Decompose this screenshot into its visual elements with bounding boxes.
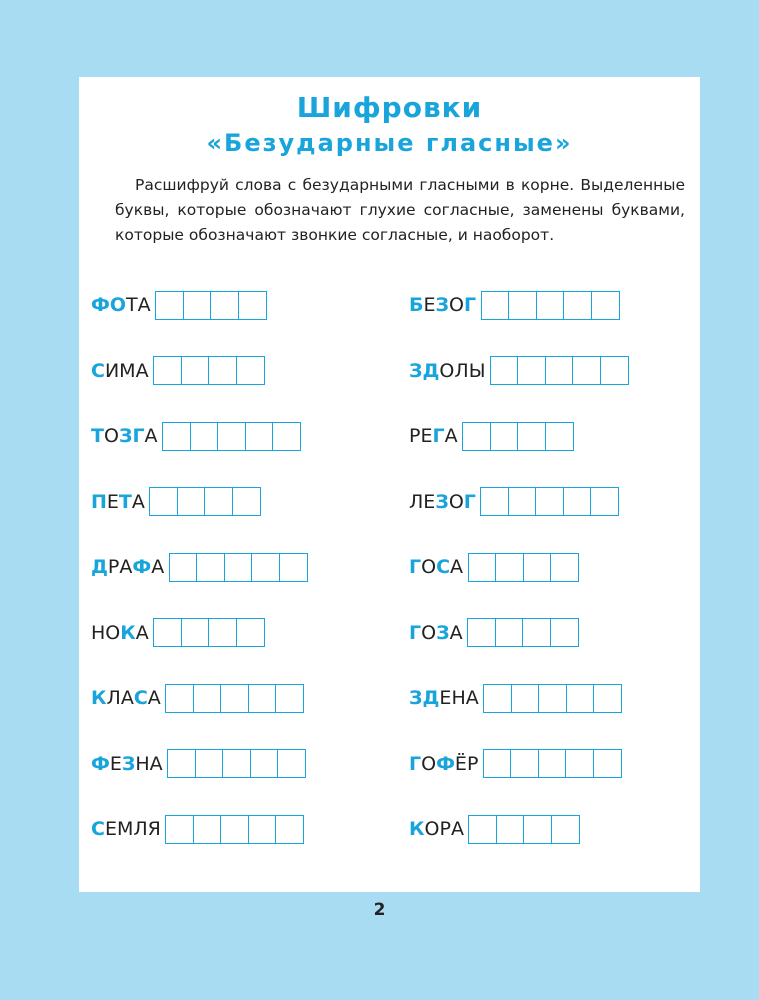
answer-box[interactable] bbox=[483, 684, 512, 713]
answer-box[interactable] bbox=[190, 422, 219, 451]
answer-box[interactable] bbox=[545, 356, 574, 385]
answer-box[interactable] bbox=[490, 422, 519, 451]
letter: Я bbox=[147, 818, 161, 840]
coded-word bbox=[91, 552, 308, 582]
answer-box[interactable] bbox=[232, 487, 261, 516]
letter: А bbox=[149, 752, 163, 775]
letter: А bbox=[144, 425, 158, 447]
coded-word bbox=[409, 487, 619, 517]
answer-box[interactable] bbox=[195, 749, 224, 778]
answer-boxes bbox=[464, 422, 574, 451]
answer-box[interactable] bbox=[523, 553, 552, 582]
answer-box[interactable] bbox=[169, 553, 198, 582]
answer-box[interactable] bbox=[236, 356, 265, 385]
letter: О bbox=[439, 359, 455, 382]
answer-box[interactable] bbox=[545, 422, 574, 451]
highlighted-letter: Г bbox=[132, 425, 145, 447]
highlighted-letter: С bbox=[133, 687, 148, 709]
answer-box[interactable] bbox=[523, 815, 552, 844]
answer-box[interactable] bbox=[165, 684, 194, 713]
highlighted-letter: О bbox=[109, 294, 126, 316]
answer-box[interactable] bbox=[538, 749, 567, 778]
letter: О bbox=[103, 425, 119, 447]
answer-box[interactable] bbox=[483, 749, 512, 778]
letter: Ы bbox=[468, 359, 486, 382]
answer-boxes bbox=[482, 487, 620, 516]
highlighted-letter: К bbox=[409, 818, 425, 840]
answer-box[interactable] bbox=[468, 815, 497, 844]
answer-boxes bbox=[151, 487, 261, 516]
letter: Е bbox=[420, 425, 433, 447]
letter: А bbox=[147, 687, 161, 709]
answer-boxes bbox=[170, 553, 308, 582]
highlighted-letter: С bbox=[91, 818, 105, 840]
answer-box[interactable] bbox=[208, 356, 237, 385]
letter: А bbox=[465, 687, 479, 709]
page-number: 2 bbox=[373, 900, 386, 920]
highlighted-letter: Ф bbox=[436, 752, 455, 775]
answer-box[interactable] bbox=[210, 291, 239, 320]
answer-box[interactable] bbox=[193, 684, 222, 713]
coded-word bbox=[91, 749, 306, 779]
answer-box[interactable] bbox=[572, 356, 601, 385]
highlighted-letter: С bbox=[91, 359, 105, 382]
answer-box[interactable] bbox=[522, 618, 551, 647]
letter: Р bbox=[466, 752, 479, 775]
answer-box[interactable] bbox=[565, 749, 594, 778]
answer-box[interactable] bbox=[563, 487, 592, 516]
answer-boxes bbox=[469, 553, 579, 582]
answer-box[interactable] bbox=[508, 291, 537, 320]
answer-box[interactable] bbox=[566, 684, 595, 713]
answer-box[interactable] bbox=[593, 749, 622, 778]
coded-word bbox=[91, 356, 265, 386]
answer-box[interactable] bbox=[508, 487, 537, 516]
answer-boxes bbox=[485, 684, 623, 713]
answer-box[interactable] bbox=[155, 291, 184, 320]
answer-box[interactable] bbox=[238, 291, 267, 320]
answer-box[interactable] bbox=[162, 422, 191, 451]
answer-boxes bbox=[155, 618, 265, 647]
letter: Л bbox=[454, 359, 469, 382]
answer-box[interactable] bbox=[248, 684, 277, 713]
answer-box[interactable] bbox=[177, 487, 206, 516]
answer-box[interactable] bbox=[511, 684, 540, 713]
answer-boxes bbox=[155, 356, 265, 385]
highlighted-letter: Г bbox=[409, 556, 422, 578]
answer-boxes bbox=[157, 291, 267, 320]
highlighted-letter: Г bbox=[409, 752, 422, 775]
letter: О bbox=[424, 818, 440, 840]
answer-box[interactable] bbox=[204, 487, 233, 516]
letter: Т bbox=[126, 294, 138, 316]
highlighted-letter: Г bbox=[463, 490, 476, 513]
answer-box[interactable] bbox=[251, 553, 280, 582]
answer-boxes bbox=[167, 815, 305, 844]
coded-word bbox=[409, 290, 620, 320]
answer-box[interactable] bbox=[275, 815, 304, 844]
coded-word bbox=[91, 618, 265, 648]
answer-box[interactable] bbox=[495, 618, 524, 647]
highlighted-letter: Д bbox=[91, 556, 108, 578]
coded-word bbox=[409, 552, 579, 582]
letter: Л bbox=[133, 818, 148, 840]
answer-box[interactable] bbox=[279, 553, 308, 582]
answer-box[interactable] bbox=[563, 291, 592, 320]
coded-word bbox=[91, 421, 301, 451]
letter: Е bbox=[423, 490, 436, 513]
answer-box[interactable] bbox=[590, 487, 619, 516]
letter: А bbox=[151, 556, 165, 578]
letter: Р bbox=[439, 818, 451, 840]
answer-box[interactable] bbox=[538, 684, 567, 713]
highlighted-letter: Г bbox=[409, 621, 422, 644]
instructions-text: Расшифруй слова с безударными гласными в корне. Выделенные буквы, которые обозначают глухие согласные, заменены буквами, которые обозначают звонкие согласные, и наоборот. bbox=[115, 176, 685, 244]
answer-box[interactable] bbox=[236, 618, 265, 647]
letter: Е bbox=[109, 752, 122, 775]
answer-box[interactable] bbox=[550, 553, 579, 582]
answer-box[interactable] bbox=[591, 291, 620, 320]
coded-word bbox=[409, 618, 579, 648]
letter: О bbox=[449, 294, 464, 316]
highlighted-letter: Ф bbox=[91, 752, 110, 775]
coded-word bbox=[409, 749, 622, 779]
answer-box[interactable] bbox=[181, 618, 210, 647]
letter: М bbox=[116, 818, 134, 840]
answer-boxes bbox=[469, 618, 579, 647]
answer-box[interactable] bbox=[480, 487, 509, 516]
letter: А bbox=[449, 621, 463, 644]
worksheet-page bbox=[79, 77, 700, 892]
answer-box[interactable] bbox=[153, 356, 182, 385]
highlighted-letter: Ф bbox=[132, 556, 152, 578]
letter: Е bbox=[104, 818, 117, 840]
highlighted-letter: З bbox=[409, 687, 423, 709]
letter: Е bbox=[439, 687, 452, 709]
answer-boxes bbox=[167, 684, 305, 713]
answer-box[interactable] bbox=[490, 356, 519, 385]
answer-box[interactable] bbox=[517, 356, 546, 385]
letter: А bbox=[135, 621, 149, 644]
page-title: Шифровки bbox=[296, 91, 483, 124]
highlighted-letter: С bbox=[436, 556, 451, 578]
page-subtitle: «Безударные гласные» bbox=[206, 129, 573, 157]
answer-box[interactable] bbox=[593, 684, 622, 713]
highlighted-letter: Д bbox=[422, 359, 440, 382]
answer-boxes bbox=[470, 815, 580, 844]
answer-boxes bbox=[491, 356, 629, 385]
letter: А bbox=[137, 294, 151, 316]
letter: Р bbox=[107, 556, 120, 578]
highlighted-letter: З bbox=[121, 752, 136, 775]
letter: Ё bbox=[454, 752, 467, 775]
answer-box[interactable] bbox=[181, 356, 210, 385]
highlighted-letter: З bbox=[435, 294, 449, 316]
letter: И bbox=[104, 359, 120, 382]
coded-word bbox=[409, 356, 629, 386]
letter: А bbox=[119, 556, 133, 578]
answer-box[interactable] bbox=[495, 553, 524, 582]
highlighted-letter: Т bbox=[91, 425, 104, 447]
answer-box[interactable] bbox=[193, 815, 222, 844]
answer-boxes bbox=[169, 749, 307, 778]
letter: Н bbox=[451, 687, 466, 709]
coded-word bbox=[91, 814, 304, 844]
coded-word bbox=[91, 683, 304, 713]
answer-box[interactable] bbox=[272, 422, 301, 451]
letter: О bbox=[105, 621, 121, 644]
answer-box[interactable] bbox=[167, 749, 196, 778]
letter: А bbox=[135, 359, 149, 382]
highlighted-letter: З bbox=[436, 621, 450, 644]
answer-box[interactable] bbox=[220, 684, 249, 713]
letter: Н bbox=[135, 752, 150, 775]
letter: Е bbox=[106, 490, 119, 513]
highlighted-letter: З bbox=[118, 425, 133, 447]
letter: Н bbox=[91, 621, 106, 644]
highlighted-letter: Д bbox=[422, 687, 440, 709]
highlighted-letter: К bbox=[120, 621, 136, 644]
answer-box[interactable] bbox=[536, 291, 565, 320]
letter: Р bbox=[409, 425, 421, 447]
answer-box[interactable] bbox=[467, 618, 496, 647]
answer-box[interactable] bbox=[600, 356, 629, 385]
highlighted-letter: Ф bbox=[91, 294, 110, 316]
answer-box[interactable] bbox=[468, 553, 497, 582]
highlighted-letter: П bbox=[91, 490, 107, 513]
answer-box[interactable] bbox=[462, 422, 491, 451]
letter: Л bbox=[409, 490, 424, 513]
letter: М bbox=[119, 359, 136, 382]
coded-word bbox=[409, 814, 580, 844]
letter: А bbox=[450, 556, 464, 578]
letter: О bbox=[448, 490, 464, 513]
highlighted-letter: Г bbox=[432, 425, 445, 447]
highlighted-letter: К bbox=[91, 687, 107, 709]
letter: О bbox=[421, 752, 437, 775]
answer-box[interactable] bbox=[222, 749, 251, 778]
answer-box[interactable] bbox=[481, 291, 510, 320]
answer-boxes bbox=[484, 749, 622, 778]
answer-boxes bbox=[164, 422, 302, 451]
answer-boxes bbox=[482, 291, 620, 320]
answer-box[interactable] bbox=[250, 749, 279, 778]
letter: О bbox=[421, 621, 437, 644]
answer-box[interactable] bbox=[165, 815, 194, 844]
highlighted-letter: Т bbox=[118, 490, 132, 513]
answer-box[interactable] bbox=[220, 815, 249, 844]
answer-box[interactable] bbox=[183, 291, 212, 320]
answer-box[interactable] bbox=[149, 487, 178, 516]
highlighted-letter: З bbox=[409, 359, 423, 382]
answer-box[interactable] bbox=[196, 553, 225, 582]
answer-box[interactable] bbox=[248, 815, 277, 844]
answer-box[interactable] bbox=[535, 487, 564, 516]
answer-box[interactable] bbox=[208, 618, 237, 647]
answer-box[interactable] bbox=[496, 815, 525, 844]
letter: А bbox=[131, 490, 145, 513]
letter: Л bbox=[106, 687, 121, 709]
answer-box[interactable] bbox=[551, 815, 580, 844]
answer-box[interactable] bbox=[517, 422, 546, 451]
letter: Е bbox=[423, 294, 436, 316]
letter: О bbox=[421, 556, 437, 578]
letter: А bbox=[120, 687, 134, 709]
letter: А bbox=[444, 425, 458, 447]
coded-word bbox=[409, 421, 574, 451]
highlighted-letter: Б bbox=[409, 294, 424, 316]
coded-word bbox=[91, 290, 267, 320]
highlighted-letter: З bbox=[435, 490, 449, 513]
answer-box[interactable] bbox=[153, 618, 182, 647]
highlighted-letter: Г bbox=[463, 294, 477, 316]
answer-box[interactable] bbox=[275, 684, 304, 713]
answer-box[interactable] bbox=[510, 749, 539, 778]
coded-word bbox=[91, 487, 261, 517]
coded-word bbox=[409, 683, 622, 713]
answer-box[interactable] bbox=[245, 422, 274, 451]
letter: А bbox=[450, 818, 464, 840]
answer-box[interactable] bbox=[277, 749, 306, 778]
answer-box[interactable] bbox=[550, 618, 579, 647]
answer-box[interactable] bbox=[224, 553, 253, 582]
answer-box[interactable] bbox=[217, 422, 246, 451]
